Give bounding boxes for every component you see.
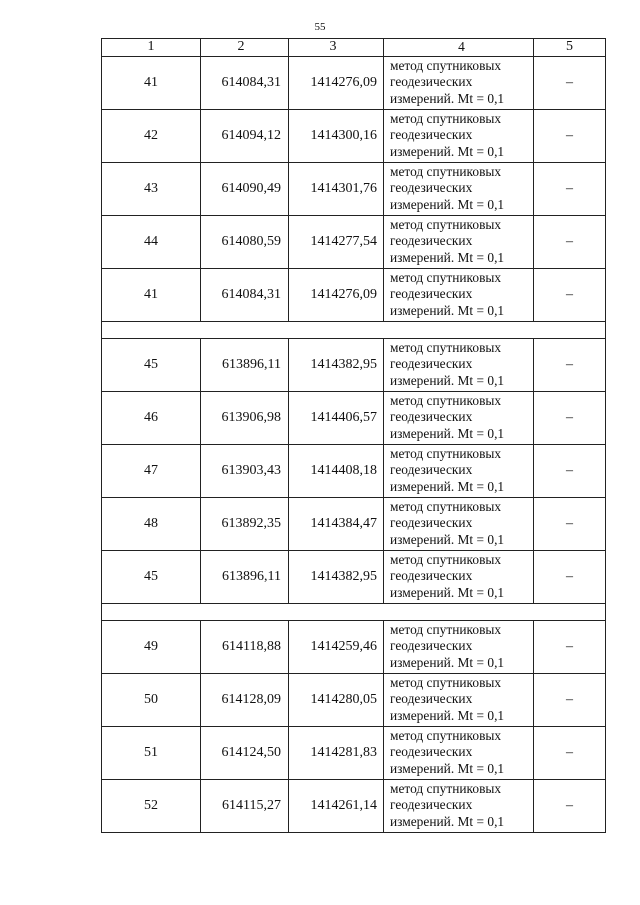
method-text-line: измерений. Mt = 0,1 <box>390 249 505 265</box>
method-text-line: измерений. Mt = 0,1 <box>390 90 505 106</box>
method-cell <box>384 268 534 321</box>
method-text-line: геодезических <box>390 744 473 760</box>
method-text-line: геодезических <box>390 462 473 478</box>
method-text-line: геодезических <box>390 356 473 372</box>
coordinates-table <box>101 38 606 833</box>
method-cell <box>384 391 534 444</box>
note-cell: – <box>534 268 606 321</box>
point-number-cell: 45 <box>102 550 201 603</box>
y-coordinate-cell: 1414300,16 <box>289 109 384 162</box>
note-cell: – <box>534 215 606 268</box>
point-number-cell: 41 <box>102 56 201 109</box>
table-row <box>102 338 606 391</box>
method-text-line: метод спутниковых <box>390 674 502 690</box>
method-text-line: метод спутниковых <box>390 269 502 285</box>
group-separator-cell <box>102 603 606 620</box>
method-cell <box>384 109 534 162</box>
table-header-row <box>102 39 606 57</box>
method-text-line: геодезических <box>390 74 473 90</box>
method-text-line: измерений. Mt = 0,1 <box>390 813 505 829</box>
method-cell <box>384 726 534 779</box>
table-row <box>102 391 606 444</box>
y-coordinate-cell: 1414382,95 <box>289 338 384 391</box>
column-header-1: 1 <box>102 39 201 57</box>
group-separator-cell <box>102 321 606 338</box>
x-coordinate-cell: 613903,43 <box>201 444 289 497</box>
point-number-cell: 48 <box>102 497 201 550</box>
method-text-line: измерений. Mt = 0,1 <box>390 760 505 776</box>
point-number-cell: 41 <box>102 268 201 321</box>
method-cell <box>384 673 534 726</box>
y-coordinate-cell: 1414406,57 <box>289 391 384 444</box>
y-coordinate-cell: 1414259,46 <box>289 620 384 673</box>
y-coordinate-cell: 1414276,09 <box>289 56 384 109</box>
method-text-line: измерений. Mt = 0,1 <box>390 531 505 547</box>
method-text-line: геодезических <box>390 286 473 302</box>
point-number-cell: 50 <box>102 673 201 726</box>
point-number-cell: 43 <box>102 162 201 215</box>
column-header-4: 4 <box>384 39 534 57</box>
table-row <box>102 779 606 832</box>
group-separator-row <box>102 603 606 620</box>
method-text-line: метод спутниковых <box>390 216 502 232</box>
x-coordinate-cell: 614118,88 <box>201 620 289 673</box>
method-text-line: метод спутниковых <box>390 621 502 637</box>
method-text-line: метод спутниковых <box>390 110 502 126</box>
method-cell <box>384 779 534 832</box>
method-cell <box>384 162 534 215</box>
table-row <box>102 109 606 162</box>
method-cell <box>384 497 534 550</box>
note-cell: – <box>534 673 606 726</box>
method-text-line: метод спутниковых <box>390 727 502 743</box>
method-text-line: геодезических <box>390 233 473 249</box>
table-row <box>102 620 606 673</box>
y-coordinate-cell: 1414277,54 <box>289 215 384 268</box>
note-cell: – <box>534 726 606 779</box>
x-coordinate-cell: 613896,11 <box>201 550 289 603</box>
note-cell: – <box>534 620 606 673</box>
page-number: 55 <box>314 21 326 33</box>
note-cell: – <box>534 550 606 603</box>
method-cell <box>384 215 534 268</box>
method-text-line: геодезических <box>390 409 473 425</box>
method-text-line: геодезических <box>390 127 473 143</box>
x-coordinate-cell: 614084,31 <box>201 268 289 321</box>
method-text-line: измерений. Mt = 0,1 <box>390 196 505 212</box>
point-number-cell: 51 <box>102 726 201 779</box>
method-text-line: измерений. Mt = 0,1 <box>390 372 505 388</box>
note-cell: – <box>534 444 606 497</box>
point-number-cell: 46 <box>102 391 201 444</box>
table-row <box>102 673 606 726</box>
method-text-line: геодезических <box>390 180 473 196</box>
method-text-line: геодезических <box>390 568 473 584</box>
x-coordinate-cell: 613896,11 <box>201 338 289 391</box>
column-header-5: 5 <box>534 39 606 57</box>
point-number-cell: 52 <box>102 779 201 832</box>
note-cell: – <box>534 56 606 109</box>
y-coordinate-cell: 1414280,05 <box>289 673 384 726</box>
table-row <box>102 550 606 603</box>
method-text-line: геодезических <box>390 691 473 707</box>
table-row <box>102 56 606 109</box>
method-cell <box>384 444 534 497</box>
table-row <box>102 268 606 321</box>
y-coordinate-cell: 1414382,95 <box>289 550 384 603</box>
x-coordinate-cell: 614124,50 <box>201 726 289 779</box>
y-coordinate-cell: 1414301,76 <box>289 162 384 215</box>
method-text-line: метод спутниковых <box>390 163 502 179</box>
method-text-line: геодезических <box>390 638 473 654</box>
point-number-cell: 42 <box>102 109 201 162</box>
note-cell: – <box>534 497 606 550</box>
y-coordinate-cell: 1414276,09 <box>289 268 384 321</box>
note-cell: – <box>534 109 606 162</box>
method-text-line: метод спутниковых <box>390 445 502 461</box>
note-cell: – <box>534 779 606 832</box>
table-row <box>102 444 606 497</box>
method-text-line: измерений. Mt = 0,1 <box>390 707 505 723</box>
method-text-line: измерений. Mt = 0,1 <box>390 425 505 441</box>
note-cell: – <box>534 338 606 391</box>
column-header-2: 2 <box>201 39 289 57</box>
x-coordinate-cell: 614080,59 <box>201 215 289 268</box>
table-row <box>102 215 606 268</box>
method-cell <box>384 56 534 109</box>
table-row <box>102 497 606 550</box>
table-body <box>102 56 606 832</box>
method-text-line: метод спутниковых <box>390 392 502 408</box>
x-coordinate-cell: 614090,49 <box>201 162 289 215</box>
x-coordinate-cell: 614084,31 <box>201 56 289 109</box>
method-text-line: измерений. Mt = 0,1 <box>390 143 505 159</box>
x-coordinate-cell: 614115,27 <box>201 779 289 832</box>
note-cell: – <box>534 391 606 444</box>
point-number-cell: 49 <box>102 620 201 673</box>
point-number-cell: 47 <box>102 444 201 497</box>
method-text-line: измерений. Mt = 0,1 <box>390 584 505 600</box>
method-text-line: метод спутниковых <box>390 498 502 514</box>
y-coordinate-cell: 1414261,14 <box>289 779 384 832</box>
note-cell: – <box>534 162 606 215</box>
method-text-line: метод спутниковых <box>390 780 502 796</box>
method-text-line: геодезических <box>390 797 473 813</box>
y-coordinate-cell: 1414408,18 <box>289 444 384 497</box>
column-header-3: 3 <box>289 39 384 57</box>
method-text-line: измерений. Mt = 0,1 <box>390 302 505 318</box>
x-coordinate-cell: 613906,98 <box>201 391 289 444</box>
method-cell <box>384 550 534 603</box>
method-cell <box>384 620 534 673</box>
method-text-line: метод спутниковых <box>390 339 502 355</box>
x-coordinate-cell: 613892,35 <box>201 497 289 550</box>
y-coordinate-cell: 1414281,83 <box>289 726 384 779</box>
x-coordinate-cell: 614128,09 <box>201 673 289 726</box>
table-row <box>102 162 606 215</box>
method-text-line: геодезических <box>390 515 473 531</box>
method-text-line: метод спутниковых <box>390 551 502 567</box>
point-number-cell: 44 <box>102 215 201 268</box>
table-row <box>102 726 606 779</box>
point-number-cell: 45 <box>102 338 201 391</box>
method-text-line: измерений. Mt = 0,1 <box>390 654 505 670</box>
x-coordinate-cell: 614094,12 <box>201 109 289 162</box>
method-cell <box>384 338 534 391</box>
y-coordinate-cell: 1414384,47 <box>289 497 384 550</box>
group-separator-row <box>102 321 606 338</box>
method-text-line: метод спутниковых <box>390 57 502 73</box>
method-text-line: измерений. Mt = 0,1 <box>390 478 505 494</box>
